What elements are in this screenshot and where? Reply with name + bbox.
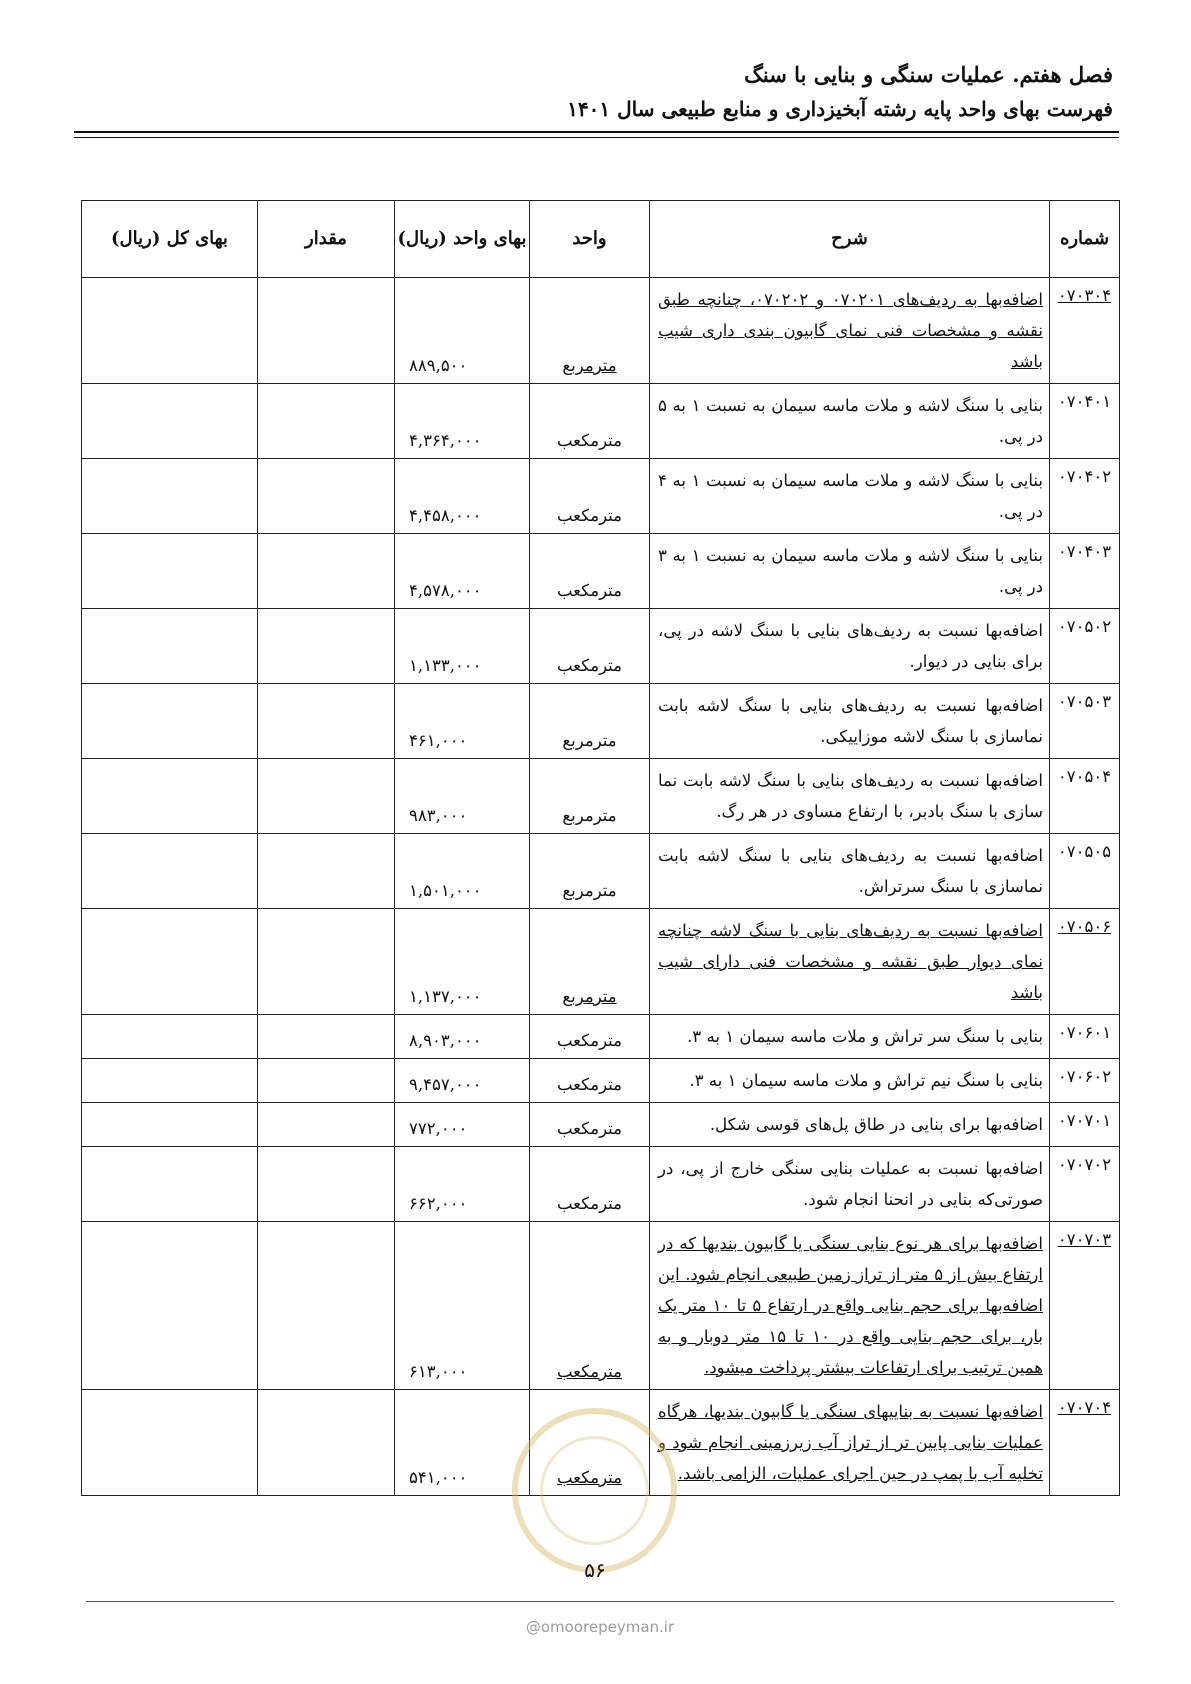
item-description: بنایی با سنگ سر تراش و ملات ماسه سیمان ۱ به ۳. xyxy=(650,1015,1050,1059)
item-unit: مترمربع xyxy=(530,278,650,384)
item-unit-price: ۴,۴۵۸,۰۰۰ xyxy=(395,459,530,534)
item-unit: مترمربع xyxy=(530,759,650,834)
item-unit-price: ۸,۹۰۳,۰۰۰ xyxy=(395,1015,530,1059)
item-unit-price: ۵۴۱,۰۰۰ xyxy=(395,1390,530,1496)
item-description: اضافه‌بها برای بنایی در طاق پل‌های قوسی شکل. xyxy=(650,1103,1050,1147)
item-total-price xyxy=(82,684,258,759)
table-row xyxy=(82,278,1120,384)
item-number: ۰۷۰۵۰۶ xyxy=(1050,909,1120,1015)
footer-rule xyxy=(86,1601,1114,1602)
item-description: اضافه‌بها برای هر نوع بنایی سنگی یا گابیون بندیها که در ارتفاع بیش از ۵ متر از تراز زمین طبیعی انجام شود. این اضافه‌بها برای حجم بنایی واقع در ارتفاع ۵ تا ۱۰ متر یک بار، برای حجم بنایی واقع در ۱۰ تا ۱۵ متر دوبار و به همین ترتیب برای ارتفاعات بیشتر پرداخت میشود. xyxy=(650,1222,1050,1390)
item-description: اضافه‌بها به ردیف‌های ۰۷۰۲۰۱ و ۰۷۰۲۰۲، چنانچه طبق نقشه و مشخصات فنی نمای گابیون بندی داری شیب باشد xyxy=(650,278,1050,384)
page-number: ۵۶ xyxy=(584,1558,606,1582)
item-description: بنایی با سنگ لاشه و ملات ماسه سیمان به نسبت ۱ به ۴ در پی. xyxy=(650,459,1050,534)
item-unit: مترمکعب xyxy=(530,1103,650,1147)
item-unit-price: ۱,۱۳۷,۰۰۰ xyxy=(395,909,530,1015)
item-description: اضافه‌بها نسبت به ردیف‌های بنایی با سنگ لاشه در پی، برای بنایی در دیوار. xyxy=(650,609,1050,684)
table-row xyxy=(82,384,1120,459)
item-unit: مترمکعب xyxy=(530,1222,650,1390)
item-unit: مترمکعب xyxy=(530,1390,650,1496)
table-row xyxy=(82,459,1120,534)
table-row xyxy=(82,609,1120,684)
item-quantity xyxy=(258,1059,395,1103)
item-unit-price: ۷۷۲,۰۰۰ xyxy=(395,1103,530,1147)
item-number: ۰۷۰۷۰۲ xyxy=(1050,1147,1120,1222)
item-total-price xyxy=(82,1015,258,1059)
item-number: ۰۷۰۶۰۱ xyxy=(1050,1015,1120,1059)
item-quantity xyxy=(258,834,395,909)
item-unit-price: ۱,۵۰۱,۰۰۰ xyxy=(395,834,530,909)
item-number: ۰۷۰۵۰۳ xyxy=(1050,684,1120,759)
item-unit: مترمکعب xyxy=(530,1147,650,1222)
item-unit: مترمربع xyxy=(530,834,650,909)
item-total-price xyxy=(82,1222,258,1390)
item-total-price xyxy=(82,1390,258,1496)
item-quantity xyxy=(258,278,395,384)
table-row xyxy=(82,1015,1120,1059)
table-row xyxy=(82,834,1120,909)
item-description: اضافه‌بها نسبت به ردیف‌های بنایی با سنگ لاشه بابت نما سازی با سنگ بادبر، با ارتفاع مساوی در هر رگ. xyxy=(650,759,1050,834)
item-total-price xyxy=(82,834,258,909)
item-unit: مترمکعب xyxy=(530,534,650,609)
item-quantity xyxy=(258,1222,395,1390)
item-number: ۰۷۰۶۰۲ xyxy=(1050,1059,1120,1103)
header-quantity: مقدار xyxy=(258,201,395,278)
item-total-price xyxy=(82,609,258,684)
item-number: ۰۷۰۵۰۴ xyxy=(1050,759,1120,834)
table-row xyxy=(82,759,1120,834)
item-unit: مترمربع xyxy=(530,909,650,1015)
table-row xyxy=(82,534,1120,609)
item-total-price xyxy=(82,459,258,534)
table-row xyxy=(82,1147,1120,1222)
item-unit-price: ۹,۴۵۷,۰۰۰ xyxy=(395,1059,530,1103)
item-description: اضافه‌بها نسبت به ردیف‌های بنایی با سنگ لاشه چنانچه نمای دیوار طبق نقشه و مشخصات فنی دارای شیب باشد xyxy=(650,909,1050,1015)
item-quantity xyxy=(258,1015,395,1059)
item-unit: مترمکعب xyxy=(530,1059,650,1103)
price-list-table xyxy=(81,200,1120,1496)
item-description: اضافه‌بها نسبت به ردیف‌های بنایی با سنگ لاشه بابت نماسازی با سنگ سرتراش. xyxy=(650,834,1050,909)
item-description: بنایی با سنگ لاشه و ملات ماسه سیمان به نسبت ۱ به ۳ در پی. xyxy=(650,534,1050,609)
table-row xyxy=(82,1059,1120,1103)
document-subtitle: فهرست بهای واحد پایه رشته آبخیزداری و منابع طبیعی سال ۱۴۰۱ xyxy=(567,97,1113,121)
item-number: ۰۷۰۷۰۴ xyxy=(1050,1390,1120,1496)
header-rule-thick xyxy=(74,131,1119,133)
item-unit-price: ۶۶۲,۰۰۰ xyxy=(395,1147,530,1222)
item-number: ۰۷۰۴۰۱ xyxy=(1050,384,1120,459)
item-quantity xyxy=(258,684,395,759)
item-quantity xyxy=(258,1390,395,1496)
page-header xyxy=(73,58,1113,126)
item-quantity xyxy=(258,1103,395,1147)
item-unit-price: ۴,۳۶۴,۰۰۰ xyxy=(395,384,530,459)
table-header-row xyxy=(82,201,1120,278)
item-quantity xyxy=(258,759,395,834)
item-unit: مترمکعب xyxy=(530,609,650,684)
item-total-price xyxy=(82,1059,258,1103)
item-quantity xyxy=(258,1147,395,1222)
item-unit-price: ۸۸۹,۵۰۰ xyxy=(395,278,530,384)
table-row xyxy=(82,909,1120,1015)
item-description: اضافه‌بها نسبت به بناییهای سنگی یا گابیون بندیها، هرگاه عملیات بنایی پایین تر از تراز آب زیرزمینی انجام شود و تخلیه آب با پمپ در حین اجرای عملیات، الزامی باشد. xyxy=(650,1390,1050,1496)
header-unit-price: بهای واحد (ریال) xyxy=(395,201,530,278)
item-number: ۰۷۰۳۰۴ xyxy=(1050,278,1120,384)
item-number: ۰۷۰۵۰۲ xyxy=(1050,609,1120,684)
item-unit: مترمربع xyxy=(530,684,650,759)
item-unit-price: ۱,۱۳۳,۰۰۰ xyxy=(395,609,530,684)
item-total-price xyxy=(82,534,258,609)
table-row xyxy=(82,684,1120,759)
item-quantity xyxy=(258,909,395,1015)
item-description: اضافه‌بها نسبت به عملیات بنایی سنگی خارج از پی، در صورتی‌که بنایی در انحنا انجام شود. xyxy=(650,1147,1050,1222)
item-quantity xyxy=(258,384,395,459)
item-total-price xyxy=(82,909,258,1015)
item-unit-price: ۶۱۳,۰۰۰ xyxy=(395,1222,530,1390)
item-description: بنایی با سنگ لاشه و ملات ماسه سیمان به نسبت ۱ به ۵ در پی. xyxy=(650,384,1050,459)
item-number: ۰۷۰۴۰۲ xyxy=(1050,459,1120,534)
header-unit: واحد xyxy=(530,201,650,278)
item-quantity xyxy=(258,534,395,609)
header-rule-thin xyxy=(74,137,1119,138)
header-description: شرح xyxy=(650,201,1050,278)
item-description: بنایی با سنگ نیم تراش و ملات ماسه سیمان ۱ به ۳. xyxy=(650,1059,1050,1103)
item-number: ۰۷۰۷۰۱ xyxy=(1050,1103,1120,1147)
website-watermark: @omoorepeyman.ir xyxy=(525,1618,675,1636)
item-unit: مترمکعب xyxy=(530,459,650,534)
item-total-price xyxy=(82,384,258,459)
table-row xyxy=(82,1103,1120,1147)
item-total-price xyxy=(82,759,258,834)
item-total-price xyxy=(82,1147,258,1222)
item-number: ۰۷۰۷۰۳ xyxy=(1050,1222,1120,1390)
table-row xyxy=(82,1222,1120,1390)
header-total-price: بهای کل (ریال) xyxy=(82,201,258,278)
item-quantity xyxy=(258,459,395,534)
item-unit-price: ۴۶۱,۰۰۰ xyxy=(395,684,530,759)
item-total-price xyxy=(82,278,258,384)
item-unit: مترمکعب xyxy=(530,384,650,459)
header-number: شماره xyxy=(1050,201,1120,278)
item-quantity xyxy=(258,609,395,684)
item-unit: مترمکعب xyxy=(530,1015,650,1059)
chapter-title: فصل هفتم. عملیات سنگی و بنایی با سنگ xyxy=(744,62,1113,87)
item-description: اضافه‌بها نسبت به ردیف‌های بنایی با سنگ لاشه بابت نماسازی با سنگ لاشه موزاییکی. xyxy=(650,684,1050,759)
table-row xyxy=(82,1390,1120,1496)
item-unit-price: ۴,۵۷۸,۰۰۰ xyxy=(395,534,530,609)
item-number: ۰۷۰۵۰۵ xyxy=(1050,834,1120,909)
item-unit-price: ۹۸۳,۰۰۰ xyxy=(395,759,530,834)
item-number: ۰۷۰۴۰۳ xyxy=(1050,534,1120,609)
item-total-price xyxy=(82,1103,258,1147)
